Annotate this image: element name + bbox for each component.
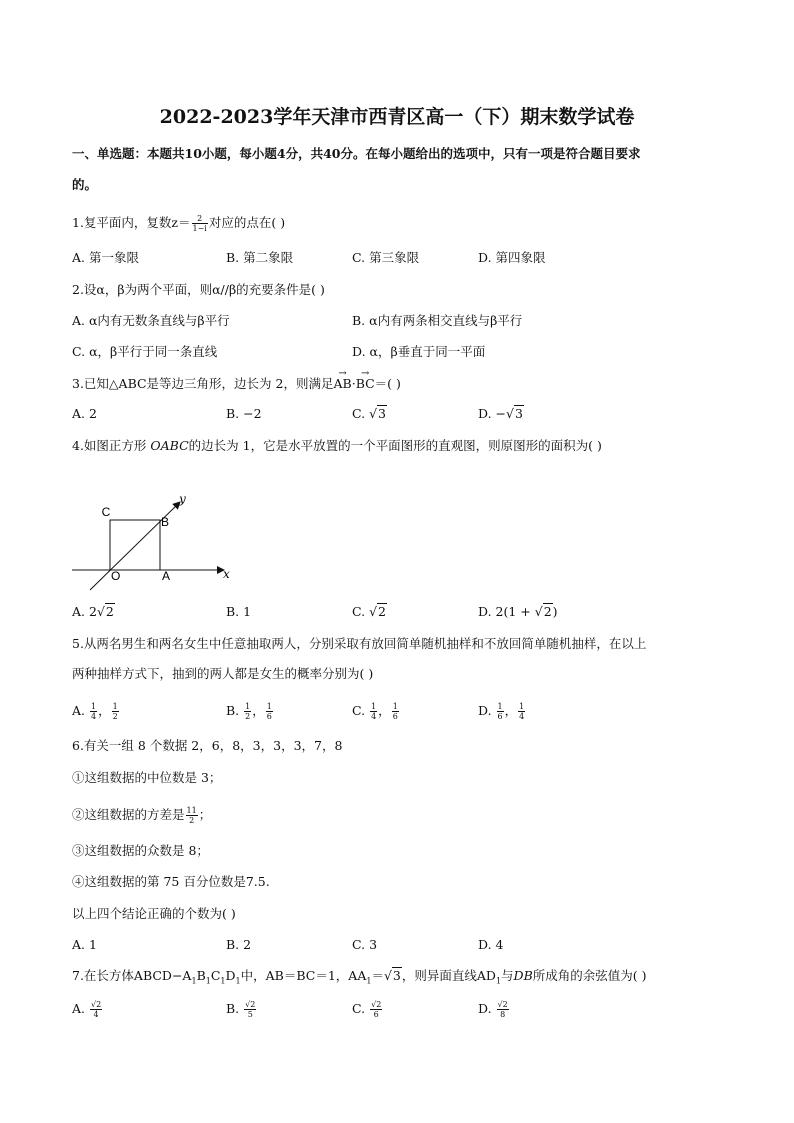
frac-den: 4: [90, 712, 97, 721]
q3-vector-ab: → AB: [333, 376, 351, 392]
q7-part: 中，AB＝BC＝1，AA: [240, 968, 367, 983]
fraction: [497, 1000, 509, 1019]
q1-stem-post: 对应的点在( ): [208, 215, 286, 230]
fraction: [497, 702, 504, 721]
q5-option-a[interactable]: [72, 702, 120, 721]
q1-fraction: [192, 214, 208, 233]
q4-option-d[interactable]: [478, 604, 558, 620]
q3-d-radicand: 3: [514, 406, 523, 421]
q3-stem-pre: 3.已知△ABC是等边三角形，边长为 2，则满足: [72, 376, 334, 391]
q7-part: ，则异面直线AD: [401, 968, 496, 983]
q7-part: ＝: [371, 968, 384, 983]
frac-den: 8: [500, 1010, 506, 1019]
q4-option-b[interactable]: B. 1: [226, 604, 252, 619]
q6-s2-pre: ②这组数据的方差是: [72, 807, 185, 822]
radicand: 2: [250, 1000, 256, 1009]
q7-b-label: B.: [226, 1001, 244, 1016]
q4-option-a[interactable]: [72, 604, 115, 620]
q7-option-a[interactable]: [72, 1000, 103, 1019]
question-3-stem: [72, 376, 401, 392]
sqrt-symbol: √3: [383, 968, 401, 983]
label-a: A: [162, 569, 171, 583]
fraction: [266, 702, 273, 721]
sep: ，: [252, 703, 265, 718]
frac-den: 2: [189, 816, 195, 825]
q7-part: 7.在长方体ABCD−A: [72, 968, 192, 983]
q6-ask: 以上四个结论正确的个数为( ): [72, 906, 236, 921]
q5-c-label: C.: [352, 703, 370, 718]
q4-c-label: C.: [352, 604, 370, 619]
q6-option-b[interactable]: B. 2: [226, 937, 252, 952]
radicand: 2: [96, 1000, 102, 1009]
fraction: [90, 702, 97, 721]
section-heading: 一、单选题：本题共10小题，每小题4分，共40分。在每小题给出的选项中，只有一项是符合题目要求: [72, 146, 641, 161]
frac-den: 6: [392, 712, 398, 721]
label-b: B: [161, 515, 170, 529]
frac-num: 1: [266, 702, 272, 711]
q6-statement-1: ①这组数据的中位数是 3；: [72, 770, 222, 785]
q4-stem-var: OABC: [150, 438, 189, 453]
q1-frac-num: 2: [192, 214, 208, 224]
frac-num: 1: [112, 702, 118, 711]
fraction: [370, 1000, 382, 1019]
q3-d-label: D. −: [478, 406, 506, 421]
frac-den: 6: [266, 712, 272, 721]
sep: ，: [98, 703, 111, 718]
q5-option-c[interactable]: [352, 702, 400, 721]
q6-statement-2: [72, 806, 211, 825]
q3-c-radicand: 3: [378, 406, 386, 421]
q7-part: 与: [501, 968, 514, 983]
subscript: 1: [220, 976, 226, 986]
frac-den: 2: [112, 712, 118, 721]
frac-num: √2: [245, 1000, 256, 1009]
question-7-stem: [72, 968, 647, 990]
question-1-stem: [72, 214, 285, 233]
fraction: [90, 1000, 102, 1019]
q7-c-label: C.: [352, 1001, 370, 1016]
q4-stem-pre: 4.如图正方形: [72, 438, 151, 453]
sqrt-symbol: √2: [96, 604, 114, 619]
q4-d-post: ): [552, 604, 558, 619]
label-y: y: [179, 492, 186, 506]
q4-a-radicand: 2: [105, 604, 114, 619]
page-title: 2022-2023学年天津市西青区高一（下）期末数学试卷: [159, 106, 635, 128]
subscript: 1: [235, 976, 241, 986]
q7-option-b[interactable]: [226, 1000, 257, 1019]
fraction: [186, 806, 198, 825]
sqrt-symbol: √3: [506, 406, 523, 421]
q7-a-label: A.: [72, 1001, 89, 1016]
q6-statement-3: ③这组数据的众数是 8；: [72, 843, 209, 858]
frac-num: 1: [519, 702, 525, 711]
fraction: [518, 702, 525, 721]
q3-option-c[interactable]: [352, 406, 387, 422]
fraction: [112, 702, 119, 721]
sqrt-symbol: √2: [369, 604, 386, 619]
frac-num: √2: [90, 1000, 102, 1009]
section-heading-cont: 的。: [72, 177, 98, 192]
q4-a-label: A. 2: [72, 604, 97, 619]
question-6-stem: 6.有关一组 8 个数据 2，6，8，3，3，3，7，8: [72, 738, 343, 753]
frac-num: √2: [497, 1000, 508, 1009]
q7-d-label: D.: [478, 1001, 496, 1016]
fraction: [370, 702, 377, 721]
q3-option-b[interactable]: B. −2: [226, 406, 262, 421]
fraction: [392, 702, 399, 721]
q2-option-b[interactable]: B. α内有两条相交直线与β平行: [352, 313, 523, 328]
frac-den: 4: [371, 712, 377, 721]
q4-d-radicand: 2: [543, 604, 552, 619]
q4-d-label: D. 2(1 +: [478, 604, 535, 619]
fraction: [244, 702, 251, 721]
q3-option-d[interactable]: [478, 406, 524, 422]
radicand: 2: [502, 1000, 508, 1009]
q1-option-b[interactable]: B. 第二象限: [226, 250, 294, 265]
question-2-stem: 2.设α，β为两个平面，则α//β的充要条件是( ): [72, 282, 325, 297]
q3-dot: ·: [351, 376, 356, 391]
q1-option-d[interactable]: D. 第四象限: [478, 250, 546, 265]
q7-var: DB: [513, 968, 533, 983]
sep: ，: [504, 703, 518, 718]
q7-option-d[interactable]: [478, 1000, 510, 1019]
q2-option-d[interactable]: D. α，β垂直于同一平面: [352, 344, 486, 359]
q5-option-d[interactable]: [478, 702, 526, 721]
q1-option-c[interactable]: C. 第三象限: [352, 250, 420, 265]
q6-s2-post: ；: [198, 807, 212, 822]
q1-frac-den: 1−i: [192, 224, 207, 233]
radicand: 2: [376, 1000, 382, 1009]
question-5-stem-line2: 两种抽样方式下，抽到的两人都是女生的概率分别为( ): [72, 666, 374, 681]
radicand: 3: [392, 968, 401, 983]
q5-b-label: B.: [226, 703, 244, 718]
subscript: 1: [495, 976, 502, 986]
q5-option-b[interactable]: [226, 702, 274, 721]
q6-option-d[interactable]: D. 4: [478, 937, 504, 952]
question-5-stem-line1: 5.从两名男生和两名女生中任意抽取两人，分别采取有放回简单随机抽样和不放回简单随机抽样，在以上: [72, 636, 647, 651]
q3-stem-post: ＝( ): [374, 376, 401, 391]
frac-num: 1: [245, 702, 251, 711]
fraction: [244, 1000, 256, 1019]
q5-a-label: A.: [72, 703, 89, 718]
frac-num: 1: [90, 702, 97, 711]
q7-part: D: [225, 968, 236, 983]
label-c: C: [101, 505, 111, 519]
frac-den: 4: [93, 1010, 99, 1019]
q3-c-label: C.: [352, 406, 370, 421]
label-o: O: [111, 569, 121, 583]
frac-num: 1: [392, 702, 398, 711]
question-4-stem: [72, 438, 602, 454]
q6-option-a[interactable]: A. 1: [72, 937, 97, 952]
q4-stem-post: 的边长为 1，它是水平放置的一个平面图形的直观图，则原图形的面积为( ): [188, 438, 602, 453]
q1-stem-pre: 1.复平面内，复数z＝: [72, 215, 191, 230]
q4-c-radicand: 2: [378, 604, 386, 619]
frac-den: 6: [373, 1010, 379, 1019]
q7-part: 所成角的余弦值为( ): [532, 968, 647, 983]
q7-part: C: [210, 968, 221, 983]
label-x: x: [223, 567, 230, 581]
subscript: 1: [205, 976, 211, 986]
frac-den: 5: [247, 1010, 253, 1019]
frac-den: 2: [245, 712, 251, 721]
q2-option-c[interactable]: C. α，β平行于同一条直线: [72, 344, 218, 359]
frac-num: √2: [371, 1000, 382, 1009]
sqrt-symbol: √2: [534, 604, 552, 619]
frac-den: 4: [519, 712, 525, 721]
sqrt-symbol: √3: [369, 406, 386, 421]
q6-option-c[interactable]: C. 3: [352, 937, 378, 952]
q2-option-a[interactable]: A. α内有无数条直线与β平行: [72, 313, 230, 328]
sep: ，: [378, 703, 391, 718]
frac-num: 1: [497, 702, 503, 711]
subscript: 1: [191, 976, 197, 986]
q6-statement-4: ④这组数据的第 75 百分位数是7.5.: [72, 874, 270, 889]
q3-option-a[interactable]: A. 2: [72, 406, 97, 421]
frac-den: 6: [497, 712, 503, 721]
q4-option-c[interactable]: [352, 604, 387, 620]
frac-num: 11: [186, 806, 197, 815]
q7-option-c[interactable]: [352, 1000, 383, 1019]
q1-option-a[interactable]: A. 第一象限: [72, 250, 139, 265]
q3-vector-bc: → BC: [356, 376, 375, 392]
q7-part: B: [196, 968, 206, 983]
q4-figure: [60, 490, 240, 595]
frac-num: 1: [371, 702, 377, 711]
q5-d-label: D.: [478, 703, 496, 718]
subscript: 1: [366, 976, 372, 986]
